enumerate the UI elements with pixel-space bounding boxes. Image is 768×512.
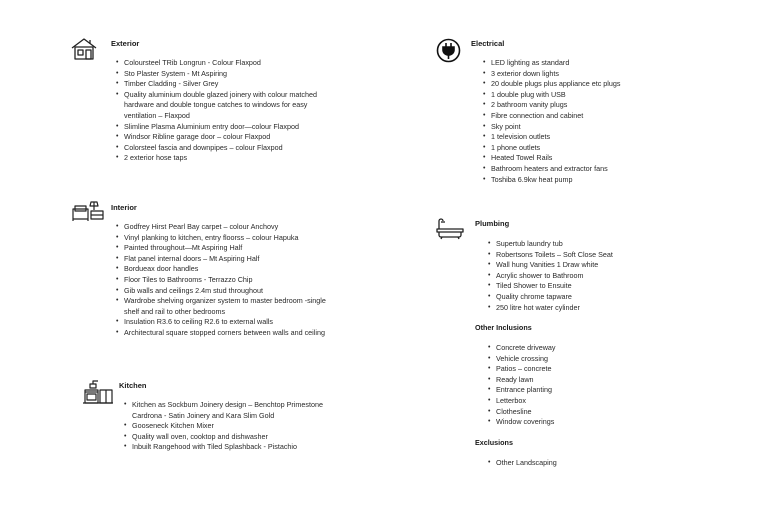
list-item: • Wall hung Vanities 1 Draw white <box>496 260 666 271</box>
list-item: • Letterbox <box>496 396 666 407</box>
list-item: • Insulation R3.6 to ceiling R2.6 to external walls <box>124 317 336 328</box>
living-room-icon <box>72 201 104 226</box>
list-item: • Windsor Ribline garage door – colour Flaxpod <box>124 132 329 143</box>
list-item: • Wardrobe shelving organizer system to master bedroom -single shelf and rail to other bedrooms <box>124 296 336 317</box>
list-item: • Other Landscaping <box>496 458 666 469</box>
list-item: • Painted throughout—Mt Aspiring Half <box>124 243 336 254</box>
list-item: • Quality chrome tapware <box>496 292 666 303</box>
interior-heading: Interior <box>111 203 137 212</box>
list-item: • Gib walls and ceilings 2.4m stud throughout <box>124 286 336 297</box>
bathtub-icon <box>436 218 464 245</box>
list-item: • Slimline Plasma Aluminium entry door—colour Flaxpod <box>124 122 329 133</box>
list-item: • Floor Tiles to Bathrooms - Terrazzo Chip <box>124 275 336 286</box>
list-item: • Vinyl planking to kitchen, entry floorss – colour Hapuka <box>124 233 336 244</box>
electrical-heading: Electrical <box>471 39 505 48</box>
list-item: • Coloursteel TRib Longrun - Colour Flaxpod <box>124 58 329 69</box>
list-item: • Tiled Shower to Ensuite <box>496 281 666 292</box>
interior-list <box>116 222 336 339</box>
list-item: • Vehicle crossing <box>496 354 666 365</box>
list-item: • 20 double plugs plus appliance etc plugs <box>491 79 671 90</box>
list-item: • Heated Towel Rails <box>491 153 671 164</box>
list-item: • 1 phone outlets <box>491 143 671 154</box>
list-item: • Patios – concrete <box>496 364 666 375</box>
exterior-list <box>116 58 329 164</box>
list-item: • Toshiba 6.9kw heat pump <box>491 175 671 186</box>
list-item: • 2 exterior hose taps <box>124 153 329 164</box>
exterior-heading: Exterior <box>111 39 140 48</box>
list-item: • Window coverings <box>496 417 666 428</box>
list-item: • Godfrey Hirst Pearl Bay carpet – colour Anchovy <box>124 222 336 233</box>
list-item: • 2 bathroom vanity plugs <box>491 100 671 111</box>
exclusions-list <box>488 458 666 469</box>
list-item: • Flat panel internal doors – Mt Aspiring Half <box>124 254 336 265</box>
list-item: • Bordueax door handles <box>124 264 336 275</box>
list-item: • Fibre connection and cabinet <box>491 111 671 122</box>
other-inclusions-list <box>488 343 666 428</box>
list-item: • Colorsteel fascia and downpipes – colour Flaxpod <box>124 143 329 154</box>
power-plug-icon <box>436 38 461 68</box>
list-item: • Bathroom heaters and extractor fans <box>491 164 671 175</box>
list-item: • Supertub laundry tub <box>496 239 666 250</box>
plumbing-list <box>488 239 666 313</box>
house-icon <box>71 37 97 66</box>
list-item: • Quality wall oven, cooktop and dishwasher <box>132 432 344 443</box>
kitchen-heading: Kitchen <box>119 381 147 390</box>
list-item: • Sky point <box>491 122 671 133</box>
list-item: • Inbuilt Rangehood with Tiled Splashback - Pistachio <box>132 442 344 453</box>
list-item: • Quality aluminium double glazed joinery with colour matched hardware and double tongue catches to windows for easy ventilation – Flaxpod <box>124 90 329 122</box>
list-item: • Kitchen as Sockburn Joinery design – Benchtop Primestone Cardrona - Satin Joinery and Kara Slim Gold <box>132 400 344 421</box>
list-item: • 3 exterior down lights <box>491 69 671 80</box>
list-item: • Robertsons Toilets – Soft Close Seat <box>496 250 666 261</box>
list-item: • LED lighting as standard <box>491 58 671 69</box>
list-item: • Entrance planting <box>496 385 666 396</box>
list-item: • Concrete driveway <box>496 343 666 354</box>
kitchen-icon <box>82 380 114 409</box>
list-item: • 250 litre hot water cylinder <box>496 303 666 314</box>
list-item: • Timber Cladding - Silver Grey <box>124 79 329 90</box>
list-item: • 1 double plug with USB <box>491 90 671 101</box>
list-item: • Sto Plaster System - Mt Aspiring <box>124 69 329 80</box>
other-inclusions-heading: Other Inclusions <box>475 323 532 332</box>
kitchen-list <box>124 400 344 453</box>
electrical-list <box>483 58 671 185</box>
list-item: • Acrylic shower to Bathroom <box>496 271 666 282</box>
exclusions-heading: Exclusions <box>475 438 513 447</box>
plumbing-heading: Plumbing <box>475 219 510 228</box>
list-item: • Gooseneck Kitchen Mixer <box>132 421 344 432</box>
list-item: • Architectural square stopped corners between walls and ceiling <box>124 328 336 339</box>
list-item: • 1 television outlets <box>491 132 671 143</box>
list-item: • Clothesline <box>496 407 666 418</box>
list-item: • Ready lawn <box>496 375 666 386</box>
